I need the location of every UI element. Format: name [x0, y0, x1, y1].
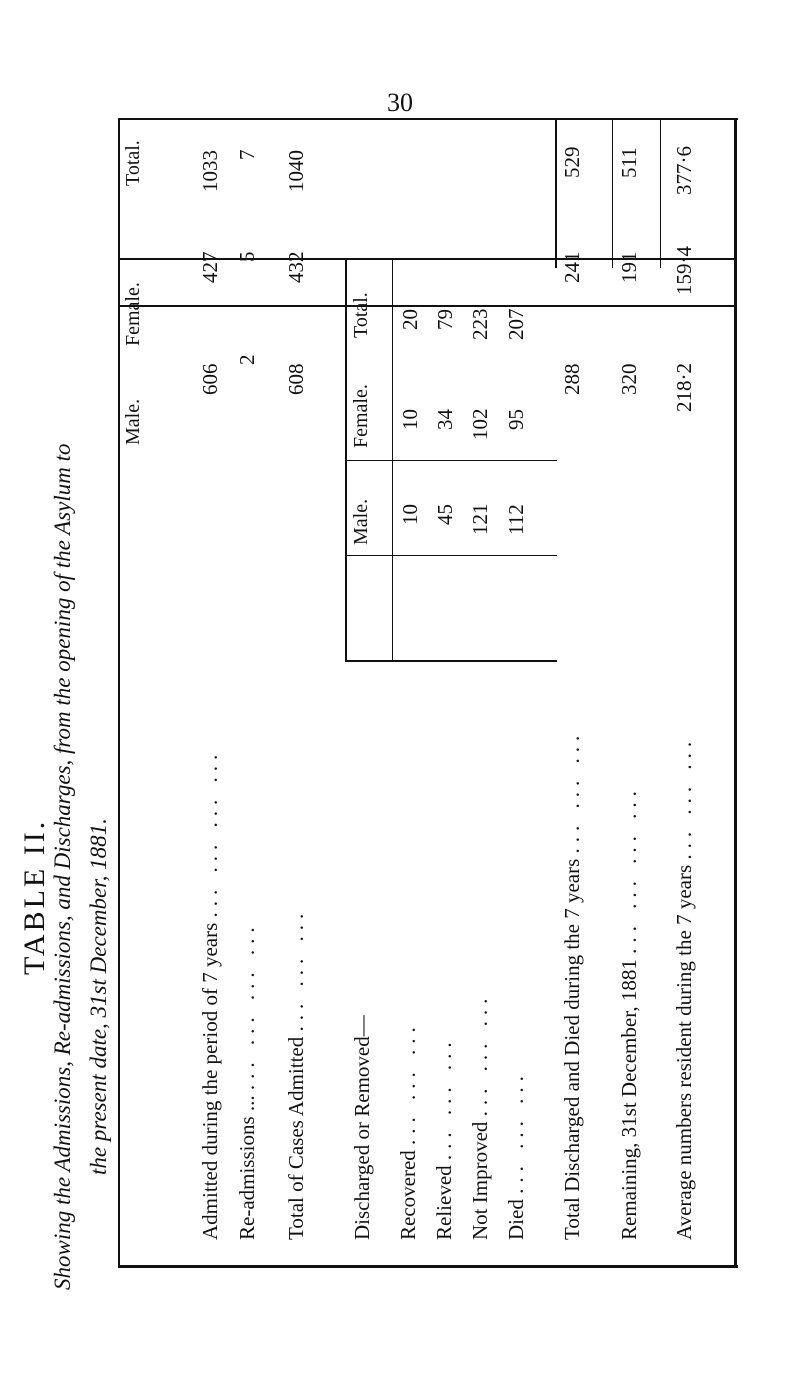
sub-died-total: 207 — [504, 308, 528, 340]
sub-relieved-female: 34 — [433, 409, 457, 430]
sub-header-male: Male. — [350, 498, 372, 545]
col-header-male: Male. — [122, 398, 144, 445]
val-total-discharged-total: 529 — [560, 146, 584, 178]
hline-sub-male-female — [345, 555, 557, 556]
sub-not-improved-female: 102 — [468, 408, 492, 440]
label-admitted: Admitted during the period of 7 years ... ... ... ... — [198, 748, 222, 1240]
page-number: 30 — [387, 88, 413, 117]
sub-recovered-female: 10 — [398, 409, 422, 430]
label-average: Average numbers resident during the 7 years ... ... ... — [672, 735, 696, 1240]
vline-remaining — [612, 118, 613, 268]
sub-header-female: Female. — [350, 384, 372, 448]
title: TABLE II. — [18, 818, 51, 975]
col-header-female: Female. — [122, 282, 144, 346]
col-header-total: Total. — [122, 140, 144, 186]
sub-relieved-total: 79 — [433, 309, 457, 330]
val-total-admitted-male: 608 — [284, 363, 308, 395]
label-recovered: Recovered ... ... ... — [396, 1021, 420, 1240]
label-remaining: Remaining, 31st December, 1881 ... ... ... ... — [617, 785, 641, 1240]
val-total-admitted-female: 432 — [284, 251, 308, 283]
vline-average — [660, 118, 661, 268]
val-readmissions-female: 5 — [235, 251, 259, 262]
sub-recovered-male: 10 — [398, 504, 422, 525]
val-average-total: 377·6 — [672, 146, 696, 195]
hline-sub-female-total — [345, 460, 557, 461]
label-total-admitted: Total of Cases Admitted ... ... ... — [284, 907, 308, 1240]
table-border-top-outer — [118, 118, 738, 120]
val-admitted-male: 606 — [198, 363, 222, 395]
vline-admitted-block — [555, 118, 557, 268]
table-border-right — [734, 118, 737, 1268]
subtitle-2: the present date, 31st December, 1881. — [86, 818, 111, 1175]
val-readmissions-male: 2 — [235, 354, 259, 365]
val-average-male: 218·2 — [672, 363, 696, 412]
label-died: Died ... ... ... — [504, 1070, 528, 1240]
sub-relieved-male: 45 — [433, 504, 457, 525]
sub-not-improved-male: 121 — [468, 503, 492, 535]
val-remaining-female: 191 — [617, 251, 641, 283]
label-not-improved: Not Improved ... ... ... — [468, 992, 492, 1240]
label-discharged-heading: Discharged or Removed— — [350, 1015, 374, 1240]
val-readmissions-total: 7 — [235, 149, 259, 160]
hline-sub-bottom — [345, 660, 557, 662]
sub-not-improved-total: 223 — [468, 308, 492, 340]
table-border-left — [118, 118, 120, 1268]
sep-total-female — [118, 305, 734, 307]
sub-died-male: 112 — [504, 504, 528, 535]
val-remaining-male: 320 — [617, 363, 641, 395]
label-total-discharged: Total Discharged and Died during the 7 years ... ... ... — [560, 729, 584, 1240]
sub-header-total: Total. — [350, 292, 372, 338]
label-relieved: Relieved ... ... ... — [432, 1036, 456, 1240]
subtitle-1: Showing the Admissions, Re-admissions, and Discharges, from the opening of the Asylum to — [50, 443, 75, 1290]
val-total-admitted-total: 1040 — [284, 150, 308, 192]
table-border-bottom — [118, 1265, 738, 1268]
val-average-female: 159·4 — [672, 246, 696, 295]
val-admitted-female: 427 — [198, 251, 222, 283]
val-total-discharged-female: 241 — [560, 251, 584, 283]
label-readmissions: Re-admissions ... ... ... ... ... — [235, 921, 259, 1240]
sub-recovered-total: 20 — [398, 309, 422, 330]
val-total-discharged-male: 288 — [560, 363, 584, 395]
val-remaining-total: 511 — [617, 147, 641, 178]
sub-died-female: 95 — [504, 409, 528, 430]
hline-sub-header — [392, 258, 393, 662]
val-admitted-total: 1033 — [198, 150, 222, 192]
